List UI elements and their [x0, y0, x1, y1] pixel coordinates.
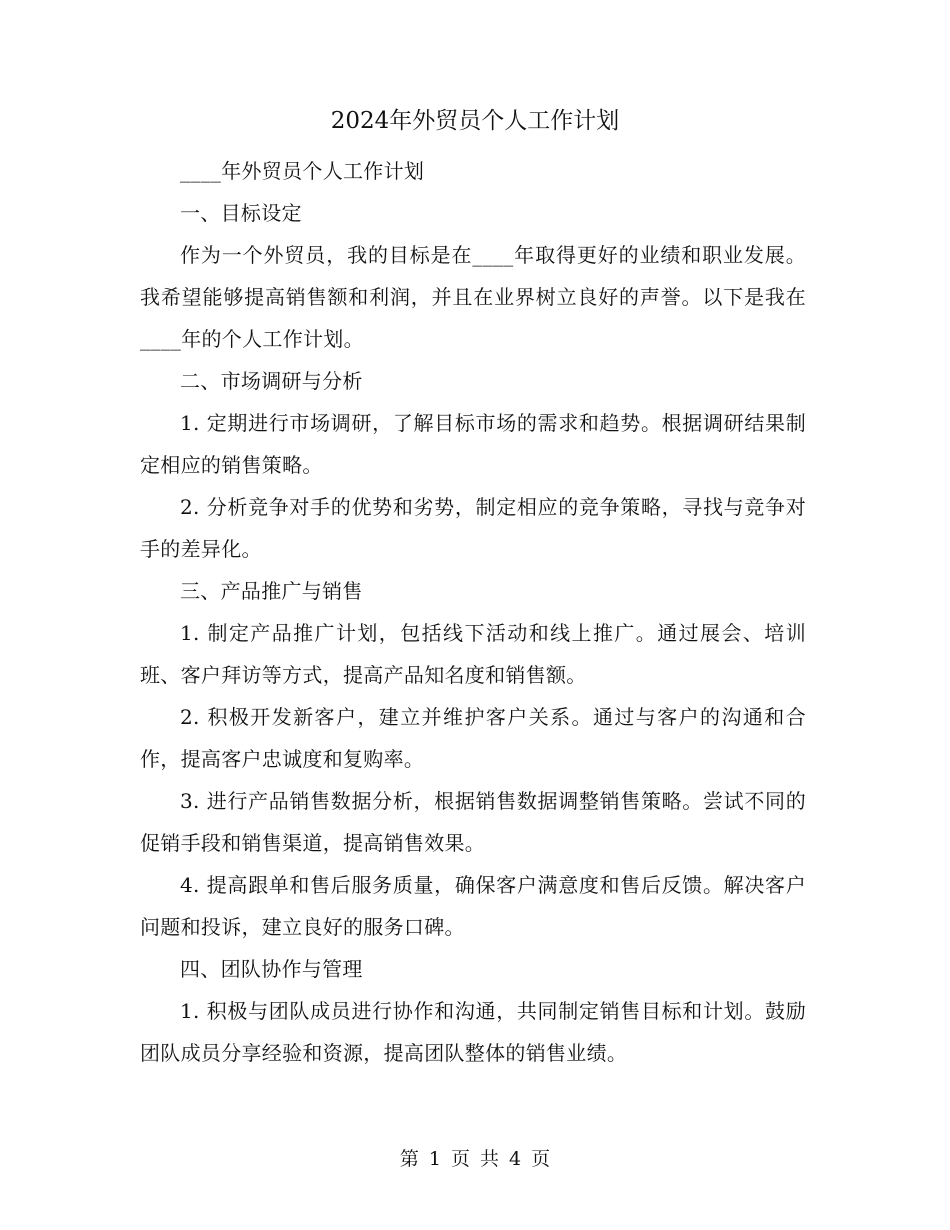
paragraph-sales-2: 2. 积极开发新客户，建立并维护客户关系。通过与客户的沟通和合作，提高客户忠诚度和复购率。 — [140, 705, 806, 771]
page-footer: 第 1 页 共 4 页 — [399, 1148, 551, 1170]
paragraph-sales-3: 3. 进行产品销售数据分析，根据销售数据调整销售策略。尝试不同的促销手段和销售渠道，提高销售效果。 — [140, 789, 806, 855]
section-heading-promotion-sales: 三、产品推广与销售 — [180, 579, 363, 603]
section-heading-team: 四、团队协作与管理 — [180, 957, 363, 981]
paragraph-market-2: 2. 分析竞争对手的优势和劣势，制定相应的竞争策略，寻找与竞争对手的差异化。 — [140, 495, 806, 561]
document-body — [140, 150, 806, 1074]
subtitle-line: ____年外贸员个人工作计划 — [180, 159, 425, 183]
paragraph-sales-4: 4. 提高跟单和售后服务质量，确保客户满意度和售后反馈。解决客户问题和投诉，建立良好的服务口碑。 — [140, 873, 806, 939]
paragraph-goals: 作为一个外贸员，我的目标是在____年取得更好的业绩和职业发展。我希望能够提高销售额和利润，并且在业界树立良好的声誉。以下是我在____年的个人工作计划。 — [140, 243, 806, 351]
section-heading-goals: 一、目标设定 — [180, 201, 302, 225]
paragraph-sales-1: 1. 制定产品推广计划，包括线下活动和线上推广。通过展会、培训班、客户拜访等方式，提高产品知名度和销售额。 — [140, 621, 806, 687]
paragraph-team-1: 1. 积极与团队成员进行协作和沟通，共同制定销售目标和计划。鼓励团队成员分享经验和资源，提高团队整体的销售业绩。 — [140, 999, 806, 1065]
section-heading-market-research: 二、市场调研与分析 — [180, 369, 363, 393]
document-title: 2024年外贸员个人工作计划 — [330, 108, 620, 134]
paragraph-market-1: 1. 定期进行市场调研，了解目标市场的需求和趋势。根据调研结果制定相应的销售策略。 — [140, 411, 806, 477]
